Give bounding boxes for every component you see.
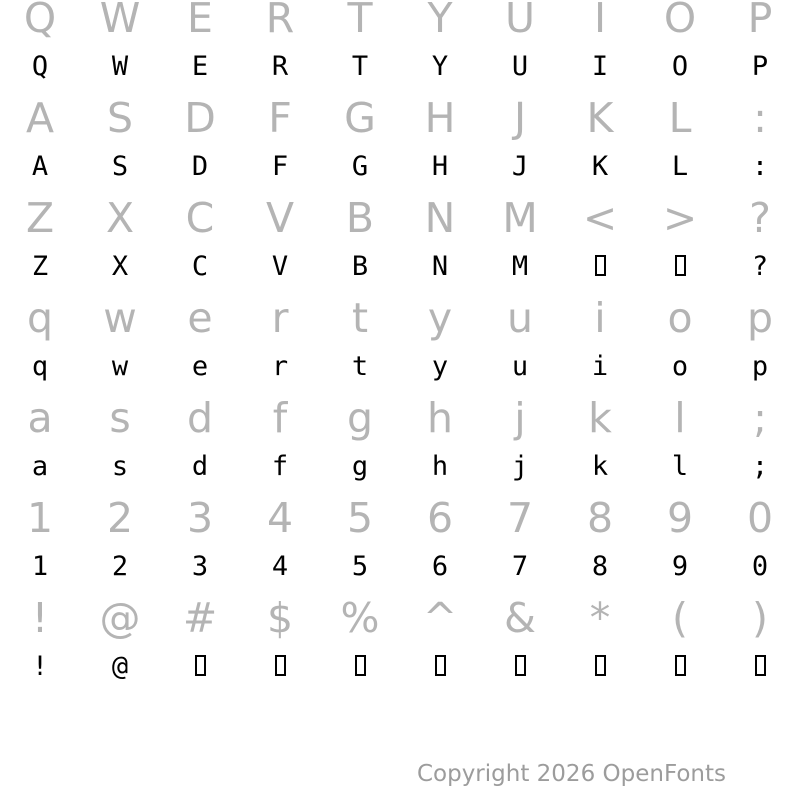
missing-glyph-cell: [160, 650, 240, 700]
glyph-cell: Y: [431, 51, 449, 82]
glyph-cell: K: [586, 94, 614, 142]
glyph-cell: h: [431, 451, 449, 482]
glyph-cell: 4: [266, 494, 294, 542]
missing-glyph-cell: [560, 250, 640, 300]
glyph-cell: s: [109, 394, 131, 442]
glyph-cell: &: [504, 594, 536, 642]
missing-glyph-cell: [720, 650, 800, 700]
glyph-cell: J: [513, 94, 527, 142]
glyph-cell: T: [347, 0, 373, 42]
glyph-cell: u: [507, 294, 533, 342]
glyph-cell: 5: [346, 494, 374, 542]
glyph-cell: R: [265, 0, 295, 42]
missing-glyph-cell: [240, 650, 320, 700]
glyph-cell: 2: [111, 551, 129, 582]
glyph-cell: *: [589, 594, 611, 642]
glyph-cell: 4: [271, 551, 289, 582]
glyph-cell: Q: [23, 0, 57, 42]
glyph-cell: 3: [186, 494, 214, 542]
glyph-cell: h: [427, 394, 453, 442]
glyph-cell: G: [344, 94, 376, 142]
glyph-row-reference: [0, 594, 800, 650]
glyph-row-preview: [0, 450, 800, 500]
glyph-cell: J: [511, 151, 529, 182]
glyph-cell: j: [511, 451, 529, 482]
glyph-cell: l: [674, 394, 686, 442]
glyph-cell: <: [582, 194, 618, 242]
glyph-cell: p: [751, 351, 769, 382]
glyph-cell: 3: [191, 551, 209, 582]
glyph-cell: q: [31, 351, 49, 382]
glyph-cell: Z: [25, 194, 55, 242]
glyph-cell: S: [106, 94, 134, 142]
glyph-cell: O: [671, 51, 689, 82]
glyph-cell: 9: [666, 494, 694, 542]
glyph-row-preview: [0, 250, 800, 300]
glyph-cell: 7: [506, 494, 534, 542]
glyph-cell: k: [591, 451, 609, 482]
glyph-cell: 5: [351, 551, 369, 582]
glyph-cell: u: [511, 351, 529, 382]
glyph-cell: A: [25, 94, 55, 142]
glyph-cell: 6: [431, 551, 449, 582]
glyph-cell: M: [511, 251, 529, 282]
glyph-cell: T: [351, 51, 369, 82]
glyph-cell: s: [111, 451, 129, 482]
glyph-cell: P: [747, 0, 773, 42]
glyph-cell: g: [346, 394, 374, 442]
glyph-cell: N: [424, 194, 456, 242]
glyph-cell: r: [271, 351, 289, 382]
tofu-box-icon: [355, 655, 366, 676]
glyph-row-preview: [0, 50, 800, 100]
glyph-row-preview: [0, 550, 800, 600]
glyph-cell: W: [99, 0, 141, 42]
glyph-cell: F: [271, 151, 289, 182]
glyph-cell: j: [514, 394, 526, 442]
glyph-cell: i: [591, 351, 609, 382]
glyph-cell: ?: [749, 194, 771, 242]
glyph-row-preview: [0, 350, 800, 400]
glyph-cell: %: [340, 594, 380, 642]
glyph-cell: A: [31, 151, 49, 182]
glyph-cell: l: [671, 451, 689, 482]
glyph-cell: g: [351, 451, 369, 482]
glyph-cell: p: [746, 294, 774, 342]
glyph-cell: E: [187, 0, 213, 42]
glyph-cell: S: [111, 151, 129, 182]
glyph-cell: D: [191, 151, 209, 182]
missing-glyph-cell: [640, 650, 720, 700]
glyph-cell: w: [111, 351, 129, 382]
glyph-cell: t: [351, 351, 369, 382]
glyph-cell: 8: [586, 494, 614, 542]
glyph-cell: U: [504, 0, 535, 42]
glyph-row-preview: [0, 650, 800, 700]
glyph-cell: r: [271, 294, 289, 342]
missing-glyph-cell: [560, 650, 640, 700]
glyph-cell: G: [351, 151, 369, 182]
glyph-cell: w: [103, 294, 137, 342]
glyph-cell: 8: [591, 551, 609, 582]
glyph-cell: I: [593, 0, 607, 42]
glyph-cell: #: [182, 594, 218, 642]
glyph-cell: ?: [751, 251, 769, 282]
glyph-cell: !: [31, 594, 49, 642]
tofu-box-icon: [435, 655, 446, 676]
glyph-cell: N: [431, 251, 449, 282]
glyph-cell: :: [753, 94, 767, 142]
glyph-cell: i: [594, 294, 606, 342]
glyph-cell: f: [271, 451, 289, 482]
glyph-cell: t: [351, 294, 369, 342]
glyph-cell: ;: [753, 394, 767, 442]
glyph-cell: (: [672, 594, 688, 642]
glyph-cell: d: [186, 394, 214, 442]
missing-glyph-cell: [320, 650, 400, 700]
glyph-row-reference: [0, 194, 800, 250]
glyph-cell: M: [502, 194, 538, 242]
glyph-cell: 0: [746, 494, 774, 542]
glyph-cell: ;: [751, 451, 769, 482]
glyph-cell: ^: [422, 594, 458, 642]
glyph-cell: Q: [31, 51, 49, 82]
glyph-cell: y: [427, 294, 453, 342]
glyph-cell: O: [663, 0, 697, 42]
glyph-cell: 0: [751, 551, 769, 582]
glyph-row-reference: [0, 0, 800, 50]
glyph-cell: $: [266, 594, 294, 642]
glyph-cell: d: [191, 451, 209, 482]
tofu-box-icon: [595, 655, 606, 676]
glyph-cell: B: [351, 251, 369, 282]
tofu-box-icon: [675, 655, 686, 676]
glyph-cell: y: [431, 351, 449, 382]
glyph-row-reference: [0, 294, 800, 350]
glyph-cell: C: [185, 194, 215, 242]
glyph-cell: e: [187, 294, 213, 342]
glyph-cell: H: [424, 94, 456, 142]
glyph-cell: D: [184, 94, 216, 142]
glyph-cell: U: [511, 51, 529, 82]
glyph-cell: a: [31, 451, 49, 482]
glyph-cell: K: [591, 151, 609, 182]
tofu-box-icon: [275, 655, 286, 676]
copyright-watermark: Copyright 2026 OpenFonts: [416, 761, 726, 787]
glyph-cell: X: [105, 194, 135, 242]
glyph-cell: C: [191, 251, 209, 282]
glyph-cell: 6: [426, 494, 454, 542]
glyph-cell: E: [191, 51, 209, 82]
glyph-cell: W: [111, 51, 129, 82]
glyph-row-reference: [0, 394, 800, 450]
glyph-cell: F: [268, 94, 292, 142]
glyph-cell: L: [671, 151, 689, 182]
missing-glyph-cell: [480, 650, 560, 700]
missing-glyph-cell: [400, 650, 480, 700]
glyph-cell: ): [752, 594, 768, 642]
tofu-box-icon: [595, 255, 606, 276]
glyph-cell: !: [31, 651, 49, 682]
glyph-cell: k: [588, 394, 612, 442]
glyph-cell: 9: [671, 551, 689, 582]
glyph-cell: V: [271, 251, 289, 282]
missing-glyph-cell: [640, 250, 720, 300]
glyph-cell: @: [111, 651, 129, 682]
glyph-cell: q: [26, 294, 54, 342]
tofu-box-icon: [195, 655, 206, 676]
glyph-row-preview: [0, 150, 800, 200]
glyph-cell: :: [751, 151, 769, 182]
glyph-cell: I: [591, 51, 609, 82]
glyph-cell: 1: [31, 551, 49, 582]
glyph-cell: @: [99, 594, 141, 642]
glyph-cell: >: [662, 194, 698, 242]
glyph-cell: Y: [427, 0, 453, 42]
glyph-cell: V: [265, 194, 295, 242]
glyph-cell: B: [345, 194, 375, 242]
glyph-cell: 2: [106, 494, 134, 542]
glyph-cell: H: [431, 151, 449, 182]
glyph-cell: o: [671, 351, 689, 382]
glyph-cell: f: [272, 394, 288, 442]
glyph-cell: P: [751, 51, 769, 82]
glyph-row-reference: [0, 94, 800, 150]
glyph-cell: Z: [31, 251, 49, 282]
glyph-row-reference: [0, 494, 800, 550]
tofu-box-icon: [675, 255, 686, 276]
glyph-cell: R: [271, 51, 289, 82]
tofu-box-icon: [755, 655, 766, 676]
glyph-cell: o: [667, 294, 693, 342]
glyph-cell: X: [111, 251, 129, 282]
glyph-cell: a: [27, 394, 53, 442]
tofu-box-icon: [515, 655, 526, 676]
glyph-cell: 7: [511, 551, 529, 582]
glyph-cell: L: [668, 94, 692, 142]
glyph-cell: 1: [26, 494, 54, 542]
glyph-cell: e: [191, 351, 209, 382]
